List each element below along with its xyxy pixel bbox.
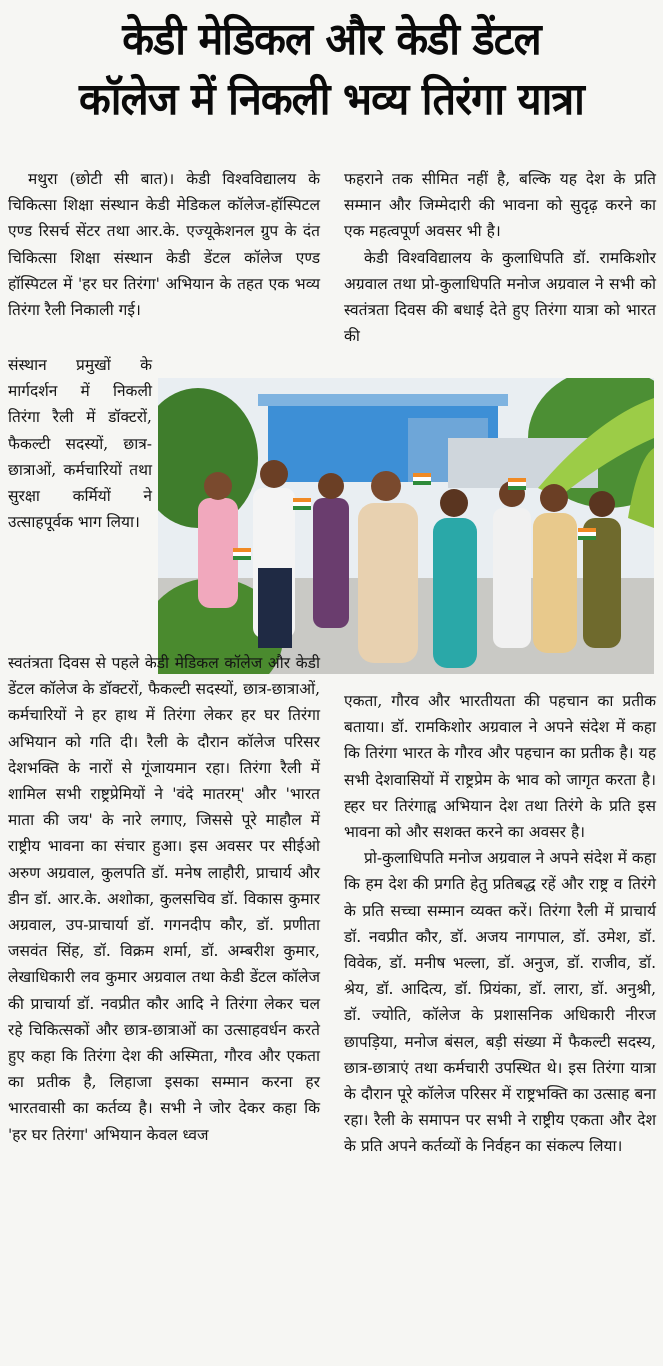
article-column-2-bottom — [344, 688, 656, 1160]
lower-right-paragraph-1: एकता, गौरव और भारतीयता की पहचान का प्रतीक बताया। डॉ. रामकिशोर अग्रवाल ने अपने संदेश में कहा कि तिरंगा भारत के गौरव और पहचान का प्रतीक है। यह सभी देशवासियों में राष्ट्रप्रेम के भाव को जागृत करता है। ह्हर घर तिरंगाह्व अभियान देश तथा तिरंगे के प्रति इस भावना को और सशक्त करने का अवसर है। — [344, 692, 656, 842]
article-column-2-top — [344, 166, 656, 349]
column-2-paragraph-2: केडी विश्वविद्यालय के कुलाधिपति डॉ. रामकिशोर अग्रवाल तथा प्रो-कुलाधिपति मनोज अग्रवाल ने सभी को स्वतंत्रता दिवस की बधाई देते हुए तिरंगा यात्रा को भारत की — [344, 248, 656, 346]
lower-right-paragraph-2: प्रो-कुलाधिपति मनोज अग्रवाल ने अपने संदेश में कहा कि हम देश की प्रगति हेतु प्रतिबद्ध रहें और राष्ट्र व तिरंगे के प्रति सच्चा सम्मान व्यक्त करें। तिरंगा रैली में प्राचार्य डॉ. नवप्रीत कौर, डॉ. अजय नागपाल, डॉ. उमेश, डॉ. विवेक, डॉ. मनीष भल्ला, डॉ. अनुज, डॉ. राजीव, डॉ. श्रेय, डॉ. आदित्य, डॉ. प्रियंका, डॉ. लारा, डॉ. अनुश्री, डॉ. ज्योति, कॉलेज के प्रशासनिक अधिकारी नीरज छापड़िया, मनोज बंसल, बड़ी संख्या में फैकल्टी सदस्य, छात्र-छात्राएं तथा कर्मचारी उपस्थित थे। इस तिरंगा यात्रा के दौरान पूरे कॉलेज परिसर में राष्ट्रभक्ति का उत्साह बना रहा। रैली के समापन पर सभी ने राष्ट्रीय एकता और देश के प्रति अपने कर्तव्यों के निर्वहन का संकल्प लिया। — [344, 849, 656, 1156]
article-column-1-narrow — [8, 352, 152, 535]
headline — [0, 0, 663, 156]
article-column-1-bottom — [8, 650, 320, 1148]
headline-line-2: कॉलेज में निकली भव्य तिरंगा यात्रा — [79, 74, 584, 125]
intro-paragraph: मथुरा (छोटी सी बात)। केडी विश्वविद्यालय के चिकित्सा शिक्षा संस्थान केडी मेडिकल कॉलेज-हॉस्पिटल एण्ड रिसर्च सेंटर तथा आर.के. एज्यूकेशनल ग्रुप के दंत चिकित्सा शिक्षा संस्थान केडी डेंटल कॉलेज एण्ड हॉस्पिटल में 'हर घर तिरंगा' अभियान के तहत एक भव्य तिरंगा रैली निकाली गई। — [8, 170, 320, 320]
rally-photo — [158, 378, 654, 674]
narrow-paragraph: संस्थान प्रमुखों के मार्गदर्शन में निकली तिरंगा रैली में डॉक्टरों, फैकल्टी सदस्यों, छात्र-छात्राओं, कर्मचारियों तथा सुरक्षा कर्मियों ने उत्साहपूर्वक भाग लिया। — [8, 356, 152, 532]
column-2-paragraph-1: फहराने तक सीमित नहीं है, बल्कि यह देश के प्रति सम्मान और जिम्मेदारी की भावना को सुदृढ़ करने का एक महत्वपूर्ण अवसर भी है। — [344, 170, 656, 241]
group-photo-icon — [158, 378, 654, 674]
lower-left-paragraph: स्वतंत्रता दिवस से पहले केडी मेडिकल कॉलेज और केडी डेंटल कॉलेज के डॉक्टरों, फैकल्टी सदस्यों, छात्र-छात्राओं, कर्मचारियों ने हर हाथ में तिरंगा लेकर हर घर तिरंगा अभियान को गति दी। रैली के दौरान कॉलेज परिसर देशभक्ति के नारों से गूंजायमान रहा। तिरंगा रैली में शामिल सभी राष्ट्रप्रेमियों ने 'वंदे मातरम्' और 'भारत माता की जय' के नारे लगाए, जिससे पूरे माहौल में राष्ट्रीय भावना का संचार हुआ। इस अवसर पर सीईओ अरुण अग्रवाल, कुलपति डॉ. मनेष लाहौरी, प्राचार्य और डीन डॉ. आर.के. अशोका, कुलसचिव डॉ. विकास कुमार अग्रवाल, उप-प्राचार्या डॉ. गगनदीप कौर, डॉ. प्रणीता जसवंत सिंह, डॉ. विक्रम शर्मा, डॉ. अम्बरीश कुमार, लेखाधिकारी लव कुमार अग्रवाल तथा केडी डेंटल कॉलेज की प्राचार्या डॉ. नवप्रीत कौर आदि ने तिरंगा लेकर चल रहे चिकित्सकों और छात्र-छात्राओं का उत्साहवर्धन करते हुए कहा कि तिरंगा देश की अस्मिता, गौरव और एकता का प्रतीक है, लिहाजा इसका सम्मान करना हर भारतवासी का कर्तव्य है। सभी ने जोर देकर कहा कि 'हर घर तिरंगा' अभियान केवल ध्वज — [8, 654, 320, 1144]
article-column-1-top — [8, 166, 320, 323]
headline-line-1: केडी मेडिकल और केडी डेंटल — [122, 14, 541, 65]
